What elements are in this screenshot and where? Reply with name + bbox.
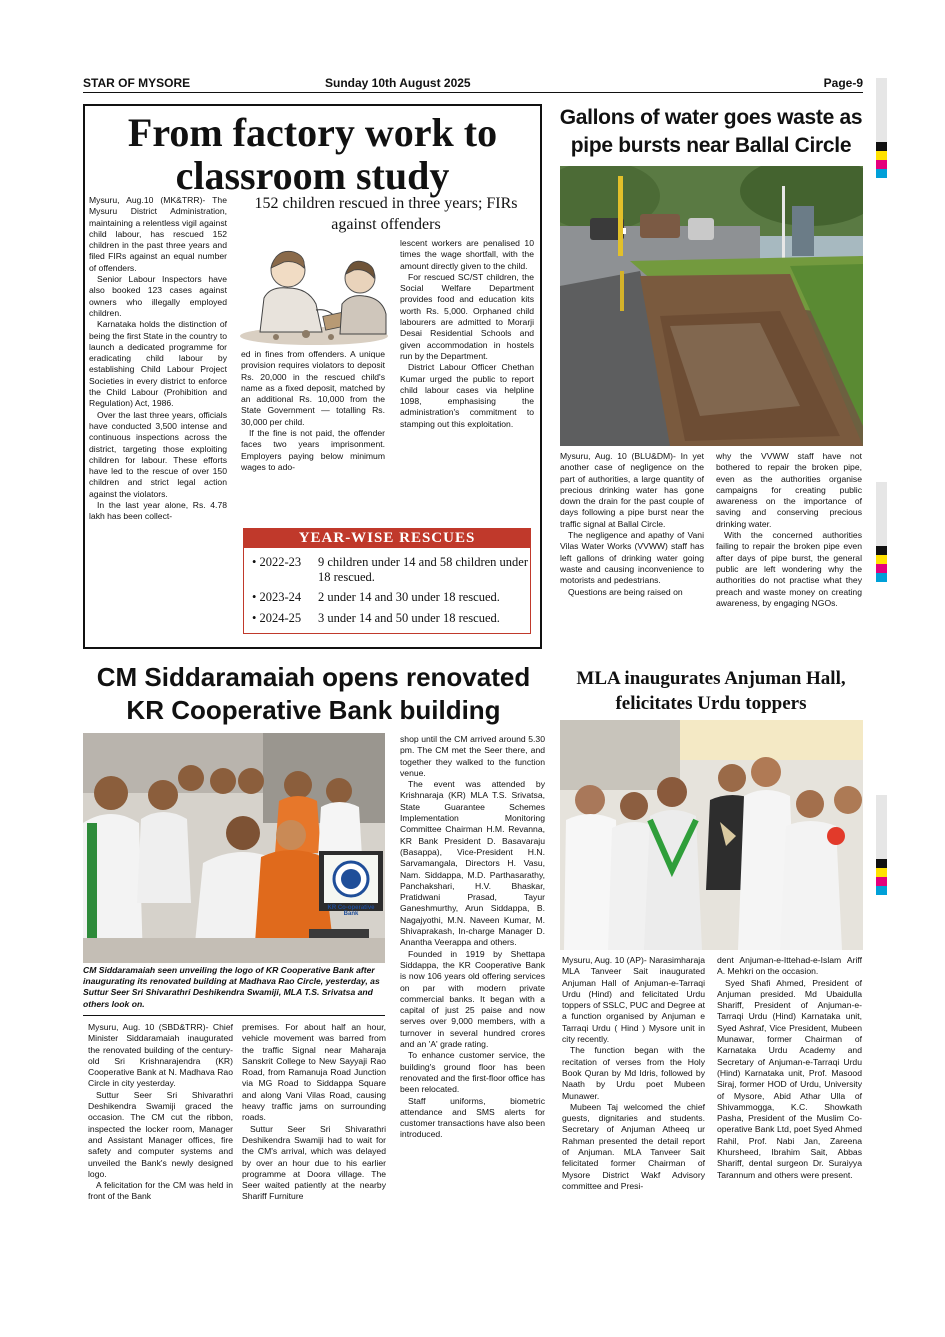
child-labour-headline: From factory work to classroom study — [127, 110, 498, 198]
mla-headline-line-2: felicitates Urdu toppers — [615, 693, 807, 714]
year-wise-rescues-box — [243, 528, 531, 634]
paragraph: Mysuru, Aug. 10 (AP)- Narasimharaja MLA Tanveer Sait inaugurated Anjuman Hall of Anjuman-e-Tarraqi Urdu (Hind) and felicitated Urdu toppers of SSLC, PUC and Degree at a function organised by Anjuman e Tarraqi Urdu ( Hind ) Mysore unit in city recently. — [562, 955, 705, 1045]
paragraph: dent Anjuman-e-Ittehad-e-Islam Ariff A. Mehkri on the occasion. — [717, 955, 862, 977]
swatch-cyan — [876, 169, 887, 178]
water-headline: Gallons of water goes waste as pipe bursts near Ballal Circle — [559, 106, 863, 157]
paragraph: A felicitation for the CM was held in front of the Bank — [88, 1180, 233, 1202]
water-photo — [560, 166, 863, 446]
paragraph: Syed Shafi Ahmed, President of Anjuman presided. Md Ubaidulla Shariff, President of Anjuman-e-Tarraqi Urdu (Hind) Karnataka unit, Syed Ashraf, Vice President, Mubeen Munawar, former Chairman of Karnataka Urdu Academy and Secretary of Anjuman-e-Tarraqi Urdu (Hind) Karnataka unit, Prof. Masood Siraj, former HOD of Urdu, University of Mysore, Abid Athar Ulla of Shivammogga, K.C. Showkath Pasha, President of the Muslim Co-operative Bank Ltd, poet Syed Ahmed Rahil, Prof. Nabi Jan, Zareena Khursheed, Ibrahim Sait, Abbas Shariff, dental surgeon Dr. Suraiyya Tarannum and others were present. — [717, 977, 862, 1180]
bank-col-2 — [242, 1022, 386, 1203]
paragraph: ed in fines from offenders. A unique provision requires violators to deposit Rs. 20,000 in the rescued child's name as a fixed deposit, matched by an additional Rs. 10,000 from the State Government — totalling Rs. 30,000 per child. — [241, 349, 385, 427]
swatch-black — [876, 142, 887, 151]
swatch-black — [876, 546, 887, 555]
paragraph: To enhance customer service, the building's ground floor has been renovated and the first-floor office has been relocated. — [400, 1050, 545, 1095]
paragraph: Mysuru, Aug. 10 (BLU&DM)- In yet another case of negligence on the part of authorities, a large quantity of precious drinking water has gone down the drain for the past couple of days following a pipe burst near the traffic signal at Ballal Circle. — [560, 451, 704, 529]
bank-headline-line-1: CM Siddaramaiah opens renovated — [96, 662, 531, 692]
rescue-row — [252, 590, 527, 606]
paragraph: With the concerned authorities failing to repair the broken pipe even after days of pipe burst, the general public are left wondering why the authorities do not practise what they preach and waste money on creating awareness, by engaging NGOs. — [716, 530, 862, 608]
paragraph: Senior Labour Inspectors have also booked 123 cases against owners who illegally employed children. — [89, 274, 227, 318]
paragraph: In the last year alone, Rs. 4.78 lakh has been collect- — [89, 500, 227, 522]
swatch-magenta — [876, 877, 887, 886]
paragraph: If the fine is not paid, the offender faces two years imprisonment. Employers paying below minimum wages to ado- — [241, 428, 385, 472]
swatch-magenta — [876, 564, 887, 573]
paragraph: Karnataka holds the distinction of being the first State in the country to launch a dedicated programme for eradicating child labour by establishing Child Labour Project Societies in every district to enforce the Child Labour (Prohibition and Regulation) Act, 1986. — [89, 319, 227, 409]
rescue-text: 2 under 14 and 30 under 18 rescued. — [318, 590, 500, 604]
paragraph: Mubeen Taj welcomed the chief guests, dignitaries and students. Secretary of Anjuman Atheeq ur Rahman presented the detail report of Anjuman. MLA Tanveer Sait felicitated former Chairman of Mysore District Wakf Advisory committee and Presi- — [562, 1101, 705, 1191]
rescue-row — [252, 555, 527, 587]
rescue-year: • 2024-25 — [252, 611, 302, 625]
swatch-cyan — [876, 573, 887, 582]
rescue-text: 9 children under 14 and 58 children under 18 rescued. — [318, 555, 529, 584]
child-labour-illustration — [236, 238, 392, 345]
child-labour-col-1 — [89, 195, 227, 523]
bank-photo — [83, 733, 385, 963]
paragraph: Suttur Seer Sri Shivarathri Deshikendra Swamiji graced the occasion. The CM cut the ribbon, inspected the locker room, Manager and Assistant Manager offices, fire safety and computer systems and unveiled the Bank's newly designed logo. — [88, 1089, 233, 1179]
bank-headline-line-2: KR Cooperative Bank building — [126, 695, 501, 725]
child-labour-col-2 — [241, 349, 385, 473]
registration-bar — [876, 482, 887, 546]
water-col-2 — [716, 451, 862, 609]
bank-col-1 — [88, 1022, 233, 1203]
caption-rule — [83, 1015, 385, 1016]
bank-col-3 — [400, 734, 545, 1141]
paragraph: why the VVWW staff have not bothered to repair the broken pipe, even as the authorities organise campaigns for creating public awareness on the importance of saving and conserving precious drinking water. — [716, 451, 862, 529]
mla-headline — [556, 666, 866, 716]
paragraph: The negligence and apathy of Vani Vilas Water Works (VVWW) staff has left gallons of drinking water going waste and causing inconvenience to motorists and pedestrians. — [560, 530, 704, 586]
paragraph: Suttur Seer Sri Shivarathri Deshikendra Swamiji had to wait for the CM's arrival, which was delayed by over an hour due to his earlier programme at Doora village. The Seer waited patiently at the nearby Shariff Furniture — [242, 1123, 386, 1202]
rescues-title: YEAR-WISE RESCUES — [244, 529, 530, 548]
paragraph: Mysuru, Aug.10 (MK&TRR)- The Mysuru District Administration, maintaining a relentless vigil against child labour, has rescued 152 children in the past three years and filed FIRs against an equal number of offenders. — [89, 195, 227, 273]
mla-headline-line-1: MLA inaugurates Anjuman Hall, — [576, 668, 846, 689]
paragraph: The event was attended by Krishnaraja (KR) MLA T.S. Srivatsa, State Guarantee Schemes Implementation Monitoring Committee Chairman H.M. Revanna, KR Bank President D. Basavaraju (Basappa), Vice-President H.N. Sarvamangala, Directors H. Vasu, Nam. Siddappa, M.D. Parthasarathy, Panchakshari, H.V. Bhaskar, Pratidwani Prasad, Tayur Ganeshmurthy, Arun Siddappa, B. Nagajyothi, M.N. Naveen Kumar, M. Shivaprakash, In-charge Manager D. Anantha Veerappa and others. — [400, 779, 545, 948]
water-col-1 — [560, 451, 704, 598]
paper-name: STAR OF MYSORE — [83, 76, 191, 90]
page-number: Page-9 — [823, 76, 863, 90]
paragraph: Mysuru, Aug. 10 (SBD&TRR)- Chief Minister Siddaramaiah inaugurated the renovated building of the century-old Sri Krishnarajendra (KR) Cooperative Bank at N. Madhava Rao Circle in city yesterday. — [88, 1022, 233, 1089]
paragraph: Questions are being raised on — [568, 586, 683, 597]
rescue-row — [252, 611, 527, 627]
issue-date: Sunday 10th August 2025 — [325, 76, 471, 90]
registration-bar — [876, 78, 887, 142]
paragraph: Founded in 1919 by Shettapa Siddappa, the KR Cooperative Bank is now 106 years old offering services on par with modern private commercial banks. It began with a capital of just 25 paise and now serves over 9,000 members, with a turnover in several hundred crores and an 'A' grade rating. — [400, 948, 545, 1050]
rescue-year: • 2023-24 — [252, 590, 302, 604]
paragraph: shop until the CM arrived around 5.30 pm. The CM met the Seer there, and together they walked to the function venue. — [400, 734, 545, 778]
paragraph: Staff uniforms, biometric attendance and SMS alerts for customer transactions have also been introduced. — [400, 1095, 545, 1140]
masthead — [83, 74, 863, 93]
swatch-yellow — [876, 555, 887, 564]
rescue-year: • 2022-23 — [252, 555, 302, 569]
paragraph: Over the last three years, officials have conducted 3,500 intense and continuous inspections across the district, targeting those exploiting children for labour. These efforts have led to the rescue of over 150 children and strict legal action against the violators. — [89, 409, 227, 499]
bank-headline — [83, 661, 544, 727]
child-labour-col-3 — [400, 238, 534, 430]
swatch-magenta — [876, 160, 887, 169]
swatch-yellow — [876, 868, 887, 877]
bank-logo-sign: KR Co-operative Bank — [327, 905, 375, 917]
child-labour-deck: 152 children rescued in three years; FIRs against offenders — [254, 195, 518, 233]
rescue-text: 3 under 14 and 50 under 18 rescued. — [318, 611, 500, 625]
paragraph: premises. For about half an hour, vehicle movement was barred from the traffic Signal near Maharaja Sanskrit College to New Sayyaji Rao Road, from Ramanuja Road Junction via MG Road to Siddappa Square and along Vani Vilas Road, causing heavy traffic jams on surrounding roads. — [242, 1022, 386, 1123]
mla-col-2 — [717, 955, 862, 1181]
swatch-black — [876, 859, 887, 868]
paragraph: For rescued SC/ST children, the Social Welfare Department provides food and education kits worth Rs. 5,000. Orphaned child labourers are admitted to Morarji Desai Residential Schools and given accommodation in hostels run by the Department. — [400, 271, 534, 361]
mla-photo — [560, 720, 863, 950]
mla-col-1 — [562, 955, 705, 1192]
bank-photo-caption: CM Siddaramaiah seen unveiling the logo of KR Cooperative Bank after inaugurating its renovated building at Madhava Rao Circle, yesterday, as Suttur Seer Sri Shivarathri Deshikendra Swamiji, MLA T.S. Srivatsa and others look on. — [83, 965, 380, 1009]
paragraph: District Labour Officer Chethan Kumar urged the public to report child labour cases via helpline 1098, emphasising the administration's commitment to stamping out this exploitation. — [400, 362, 534, 429]
swatch-yellow — [876, 151, 887, 160]
paragraph: lescent workers are penalised 10 times the wage shortfall, with the amount directly given to the child. — [400, 238, 534, 271]
swatch-cyan — [876, 886, 887, 895]
registration-bar — [876, 795, 887, 859]
paragraph: The function began with the recitation of verses from the Holy Book Quran by Md Idris, followed by Naath by Urdu poet Mubeen Munawer. — [562, 1045, 705, 1101]
